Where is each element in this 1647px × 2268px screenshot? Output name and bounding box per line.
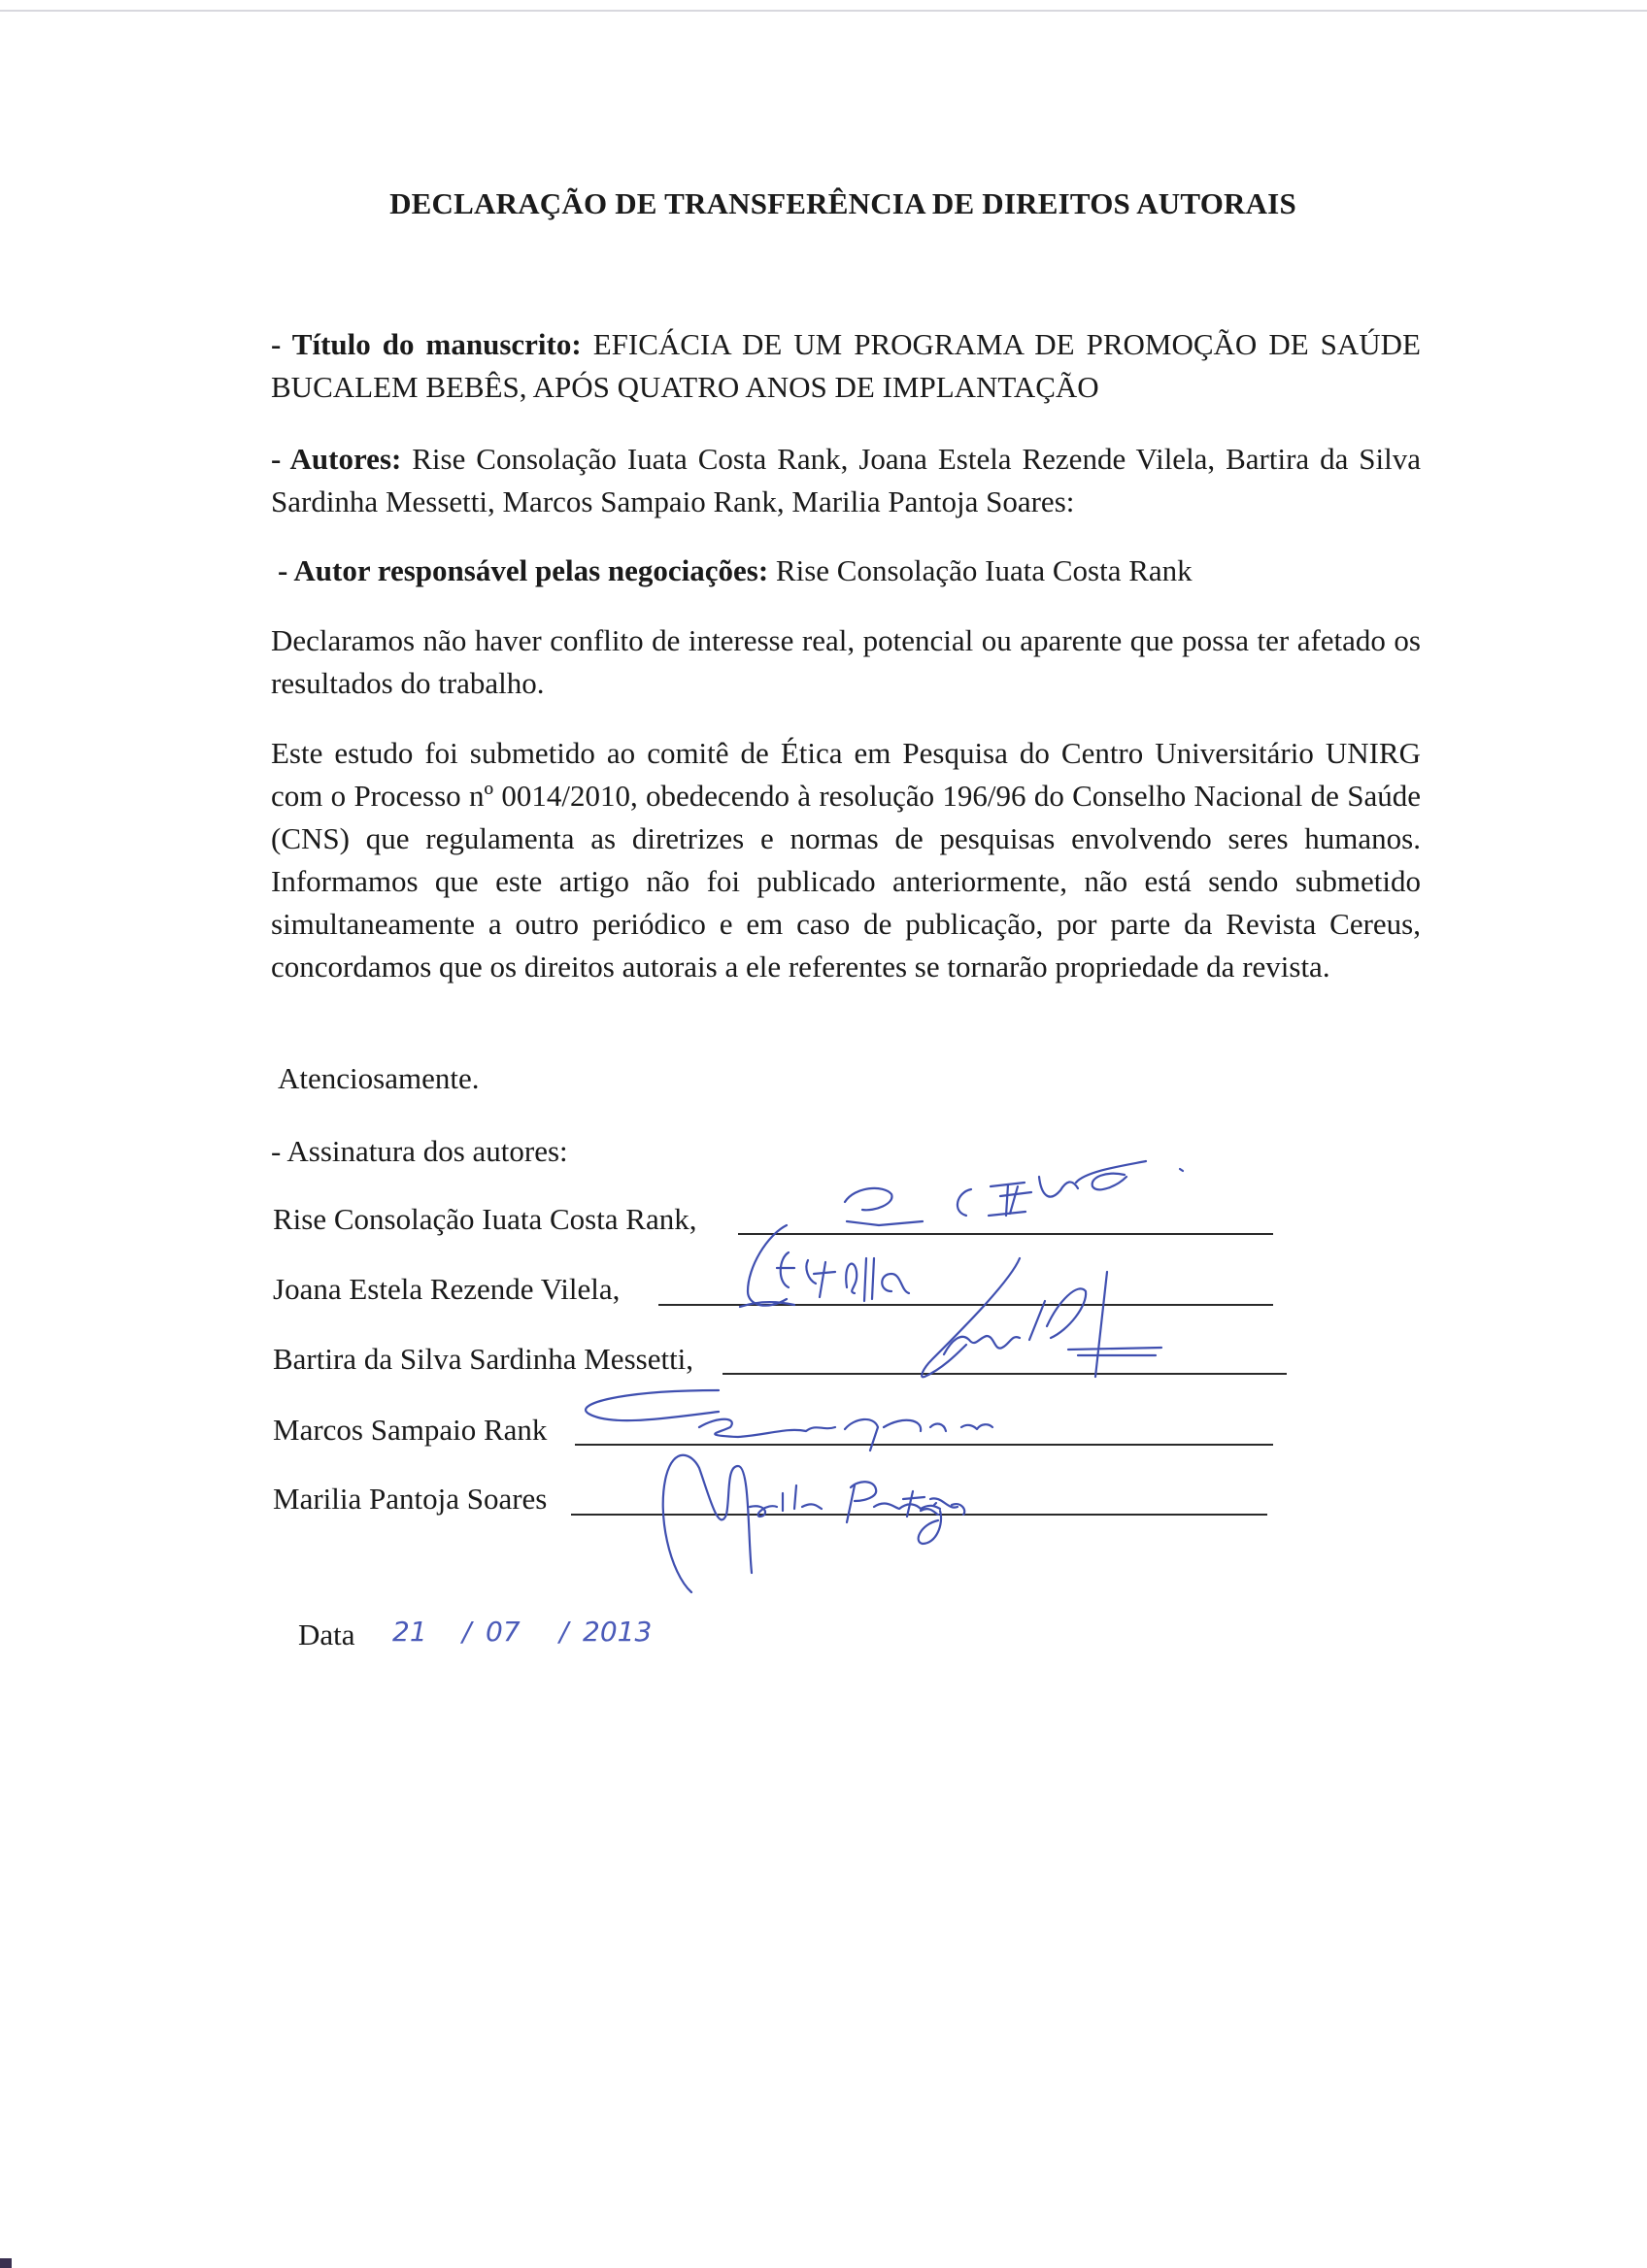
signature-joana (740, 1225, 909, 1307)
manuscript-title-value: EFICÁCIA DE UM PROGRAMA DE PROMOÇÃO DE SAÚDE BUCALEM BEBÊS, APÓS QUATRO ANOS DE IMPLANTAÇÃO (271, 327, 1421, 404)
signatory-name: Marcos Sampaio Rank (273, 1413, 548, 1447)
manuscript-title-label: - Título do manuscrito: (271, 327, 582, 361)
date-label: Data (298, 1618, 355, 1651)
signature-bartira (922, 1258, 1161, 1377)
closing-text: Atenciosamente. (278, 1061, 480, 1095)
authors-label: - Autores: (271, 442, 402, 476)
signature-marcos (586, 1390, 992, 1451)
responsible-author-label: - Autor responsável pelas negociações: (278, 553, 769, 587)
manuscript-title-field (271, 323, 1421, 409)
date-month: 07 (486, 1616, 521, 1648)
signatory-name: Rise Consolação Iuata Costa Rank, (273, 1202, 697, 1236)
responsible-author-field (278, 550, 1428, 592)
signature-line (658, 1304, 1273, 1306)
signature-marilia (663, 1455, 965, 1592)
signature-line (738, 1233, 1273, 1235)
conflict-paragraph: Declaramos não haver conflito de interesse real, potencial ou aparente que possa ter afetado os resultados do trabalho. (271, 623, 1421, 700)
signature-line (723, 1373, 1287, 1375)
signature-line (571, 1514, 1267, 1516)
responsible-author-value: Rise Consolação Iuata Costa Rank (775, 553, 1193, 587)
page-title: DECLARAÇÃO DE TRANSFERÊNCIA DE DIREITOS AUTORAIS (389, 186, 1296, 220)
scan-edge-top (0, 10, 1647, 12)
signature-line (575, 1444, 1273, 1446)
date-day: 21 (392, 1616, 427, 1648)
authors-field (271, 438, 1421, 523)
signatures-label: - Assinatura dos autores: (271, 1134, 568, 1168)
authors-value: Rise Consolação Iuata Costa Rank, Joana Estela Rezende Vilela, Bartira da Silva Sardinha Messetti, Marcos Sampaio Rank, Marilia Pantoja Soares: (271, 442, 1421, 518)
date-year: 2013 (583, 1616, 653, 1648)
date-separator: / (462, 1616, 472, 1648)
scan-edge-mark (0, 2258, 12, 2268)
signatory-name: Bartira da Silva Sardinha Messetti, (273, 1342, 694, 1376)
signatory-name: Marilia Pantoja Soares (273, 1482, 548, 1516)
date-separator: / (559, 1616, 569, 1648)
ethics-paragraph: Este estudo foi submetido ao comitê de Ética em Pesquisa do Centro Universitário UNIRG com o Processo nº 0014/2010, obedecendo à resolução 196/96 do Conselho Nacional de Saúde (CNS) que regulamenta as diretrizes e normas de pesquisas envolvendo seres humanos. Informamos que este artigo não foi publicado anteriormente, não está sendo submetido simultaneamente a outro periódico e em caso de publicação, por parte da Revista Cereus, concordamos que os direitos autorais a ele referentes se tornarão propriedade da revista. (271, 736, 1421, 984)
signatory-name: Joana Estela Rezende Vilela, (273, 1272, 621, 1306)
